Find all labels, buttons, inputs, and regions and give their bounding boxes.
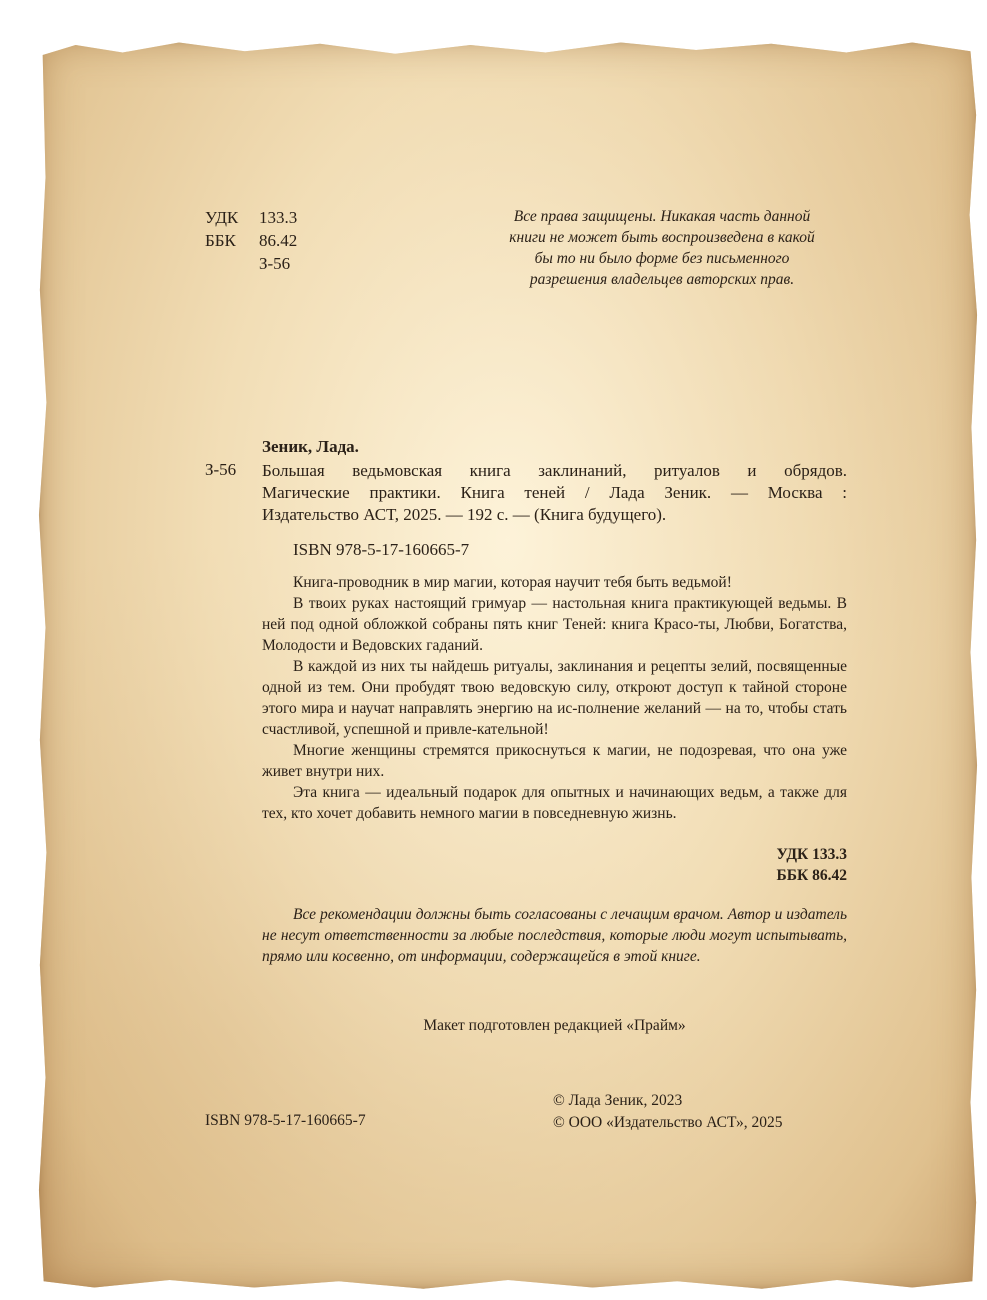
rights-line: разрешения владельцев авторских прав.	[529, 271, 795, 288]
annotation-paragraph: Многие женщины стремятся прикоснуться к магии, не подозревая, что она уже живет внутри них.	[262, 742, 847, 780]
isbn-bottom: ISBN 978-5-17-160665-7	[205, 1112, 366, 1129]
classification-block	[205, 206, 297, 275]
author-sign-value: З-56	[259, 254, 291, 273]
author-sign-row	[205, 252, 297, 275]
udc-bold: УДК 133.3	[776, 846, 847, 863]
bbk-row	[205, 229, 297, 252]
biblio-line: Магические практики. Книга теней / Лада Зеник. — Москва :	[262, 483, 847, 502]
copyright-line: © Лада Зеник, 2023	[553, 1092, 683, 1109]
annotation-paragraph: Эта книга — идеальный подарок для опытных и начинающих ведьм, а также для тех, кто хочет добавить немного магии в повседневную жизнь.	[262, 784, 847, 822]
layout-note: Макет подготовлен редакцией «Прайм»	[423, 1017, 686, 1034]
copyright-block	[553, 1090, 783, 1134]
biblio-line: Большая ведьмовская книга заклинаний, ритуалов и обрядов.	[262, 461, 847, 480]
classification-bold	[600, 844, 847, 886]
copyright-line: © ООО «Издательство АСТ», 2025	[553, 1114, 783, 1131]
rights-line: бы то ни было форме без письменного	[534, 250, 790, 267]
author-name: Зеник, Лада.	[262, 437, 359, 456]
bibliographic-description	[262, 460, 847, 526]
annotation-paragraph: В твоих руках настоящий гримуар — настольная книга практикующей ведьмы. В ней под одной обложкой собраны пять книг Теней: книга Красо-ты, Любви, Богатства, Молодости и Ведовских гаданий.	[262, 595, 847, 654]
annotation	[262, 572, 847, 824]
rights-line: Все права защищены. Никакая часть данной	[513, 208, 811, 225]
author-sign-key	[205, 252, 259, 275]
author-code: З-56	[205, 460, 237, 479]
bbk-key: ББК	[205, 231, 236, 250]
annotation-paragraph: Книга-проводник в мир магии, которая научит тебя быть ведьмой!	[293, 574, 732, 591]
udc-value: 133.3	[259, 208, 298, 227]
udc-key: УДК	[205, 208, 239, 227]
medical-disclaimer: Все рекомендации должны быть согласованы с лечащим врачом. Автор и издатель не несут ответственности за любые последствия, которые люди могут испытывать, прямо или косвенно, от информации, содержащейся в этой книге.	[262, 906, 847, 965]
udc-row	[205, 206, 297, 229]
biblio-line: Издательство АСТ, 2025. — 192 с. — (Книга будущего).	[262, 505, 667, 524]
rights-line: книги не может быть воспроизведена в какой	[509, 229, 815, 246]
isbn-main: ISBN 978-5-17-160665-7	[293, 540, 470, 559]
annotation-paragraph: В каждой из них ты найдешь ритуалы, заклинания и рецепты зелий, посвященные одной из тем. Они пробудят твою ведовскую силу, откроют доступ к тайной стороне этого мира и научат направлять энергию на ис-полнение желаний — на то, чтобы стать счастливой, успешной и привле-кательной!	[262, 658, 847, 738]
bbk-bold: ББК 86.42	[776, 867, 847, 884]
rights-notice	[478, 206, 846, 290]
bbk-value: 86.42	[259, 231, 298, 250]
